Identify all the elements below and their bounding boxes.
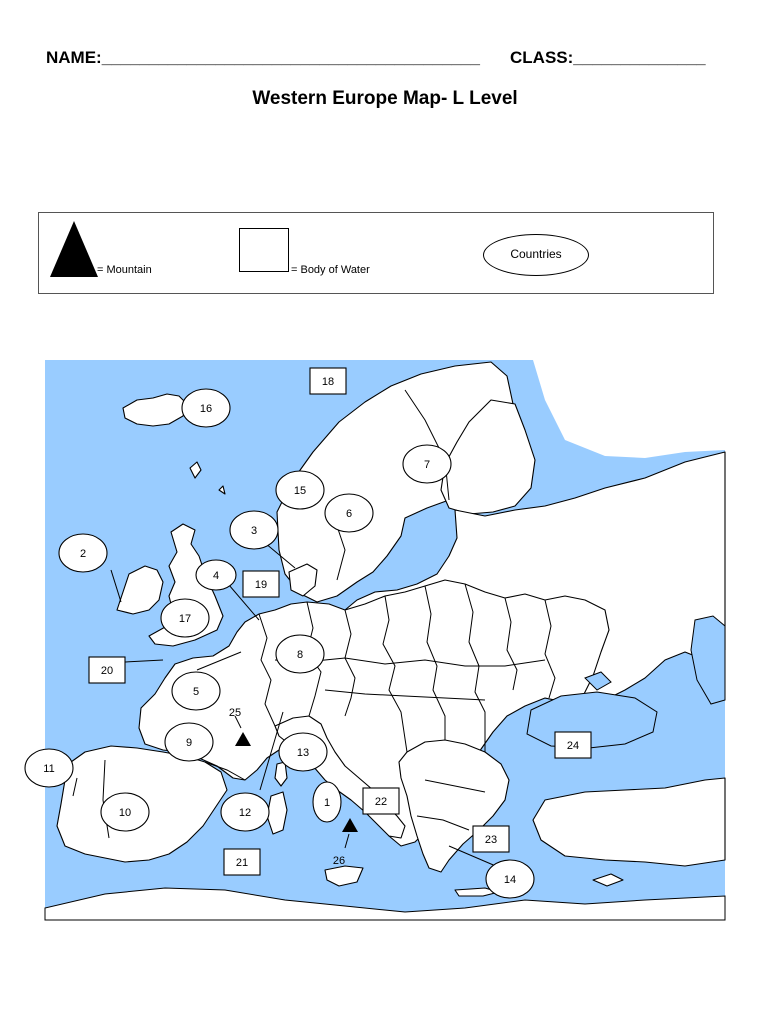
name-field-label: NAME:________________________________________ — [46, 48, 480, 67]
water-label-21: 21 — [235, 857, 249, 869]
water-label-24: 24 — [566, 740, 580, 752]
country-label-16: 16 — [199, 403, 213, 415]
water-legend-label: = Body of Water — [291, 264, 370, 276]
class-field-label: CLASS:______________ — [510, 48, 706, 67]
country-label-6: 6 — [345, 508, 353, 520]
country-label-1: 1 — [323, 797, 331, 809]
map-legend — [38, 212, 714, 294]
country-label-14: 14 — [503, 874, 517, 886]
header — [46, 48, 726, 74]
country-label-11: 11 — [43, 763, 55, 775]
country-label-12: 12 — [238, 807, 252, 819]
water-box-icon — [239, 228, 289, 272]
countries-legend-label: Countries — [510, 247, 562, 261]
country-label-10: 10 — [118, 807, 132, 819]
water-label-20: 20 — [100, 665, 114, 677]
water-label-18: 18 — [321, 376, 335, 388]
country-label-3: 3 — [250, 525, 258, 537]
water-label-23: 23 — [484, 834, 498, 846]
country-label-4: 4 — [212, 570, 220, 582]
mountain-label-25: 25 — [228, 707, 242, 719]
country-label-2: 2 — [79, 548, 87, 560]
country-label-9: 9 — [185, 737, 193, 749]
water-label-22: 22 — [374, 796, 388, 808]
mountain-legend-label: = Mountain — [97, 264, 152, 276]
country-label-5: 5 — [192, 686, 200, 698]
mountain-label-26: 26 — [332, 855, 346, 867]
page-title: Western Europe Map- L Level — [252, 88, 518, 109]
water-label-19: 19 — [254, 579, 268, 591]
country-label-7: 7 — [423, 459, 431, 471]
country-label-17: 17 — [178, 613, 192, 625]
country-label-8: 8 — [296, 649, 304, 661]
country-label-15: 15 — [293, 485, 307, 497]
countries-legend-oval — [483, 234, 589, 276]
country-label-13: 13 — [296, 747, 310, 759]
europe-map — [45, 360, 725, 920]
